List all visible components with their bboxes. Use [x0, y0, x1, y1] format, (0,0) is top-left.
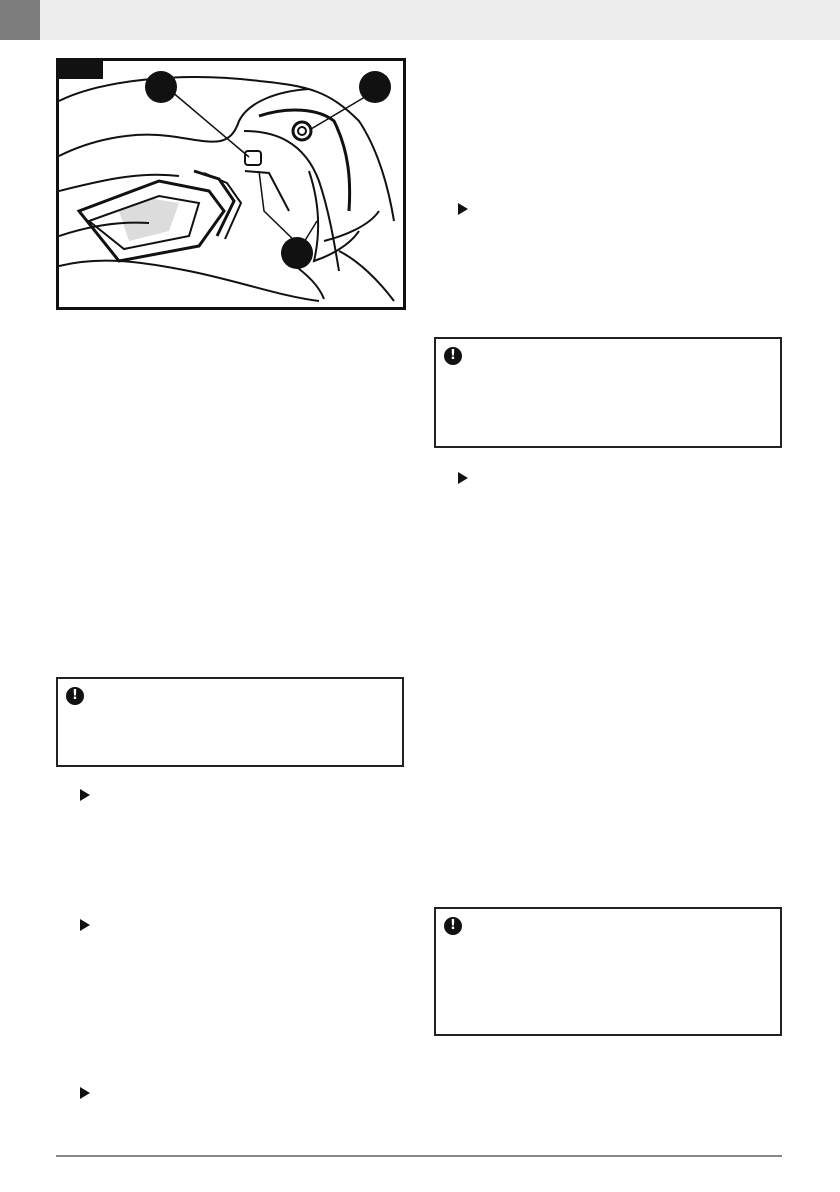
callout-marker [281, 237, 313, 269]
header-bar [0, 0, 840, 40]
header-color-block [0, 0, 40, 40]
footer-rule [56, 1155, 782, 1157]
callout-marker [145, 71, 177, 103]
callout-marker [359, 71, 391, 103]
exclamation-icon: ! [66, 687, 84, 705]
triangle-bullet-icon [80, 789, 90, 801]
triangle-bullet-icon [80, 1087, 90, 1099]
exclamation-icon: ! [444, 917, 462, 935]
triangle-bullet-icon [458, 472, 468, 484]
drill-handle-illustration [59, 61, 403, 307]
product-figure [56, 58, 406, 310]
warning-box [56, 677, 404, 767]
warning-box [434, 337, 782, 448]
exclamation-icon: ! [444, 347, 462, 365]
warning-box [434, 907, 782, 1036]
figure-label [59, 61, 103, 79]
triangle-bullet-icon [458, 203, 468, 215]
triangle-bullet-icon [80, 919, 90, 931]
